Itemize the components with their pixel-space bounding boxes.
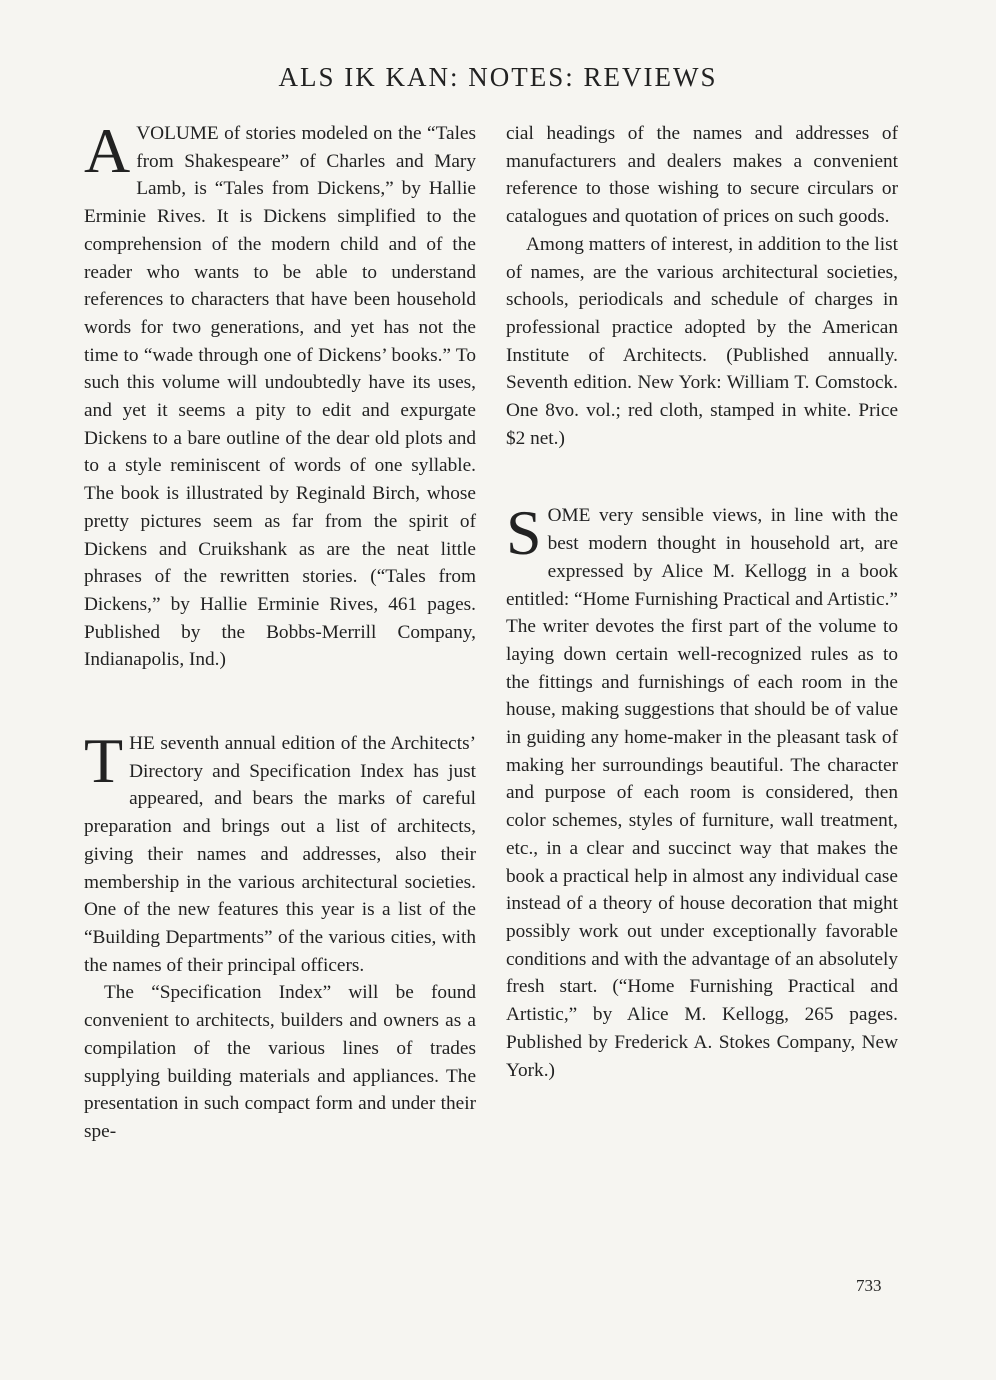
review-text: OME very sensible views, in line with the best modern thought in household art, are expressed by Alice M. Kellogg in a book entitled: “Home Furnishing Practical and Artistic.” The writer devotes the first part of the volume to laying down certain well-recognized rules as to the fittings and furnishings of each room in the house, making suggestions that should be of value in guiding any home-maker in the pleasant task of making her surroundings beautiful. The character and purpose of each room is considered, then color schemes, styles of furniture, wall treatment, etc., in a clear and succinct way that makes the book a practical help in almost any individual case instead of a theory of house decoration that might possibly work out under exceptionally favorable conditions and with the advantage of an absolutely fresh start. (“Home Furnishing Practical and Artistic,” by Alice M. Kellogg, 265 pages. Published by Frederick A. Stokes Company, New York.) bbox=[506, 505, 898, 1081]
page-number: 733 bbox=[856, 1276, 882, 1295]
review-tales-from-dickens bbox=[84, 115, 476, 674]
review-architects-directory bbox=[84, 725, 476, 979]
review-text: VOLUME of stories modeled on the “Tales from Shakespeare” of Charles and Mary Lamb, is “Tales from Dickens,” by Hallie Erminie Rives. It is Dickens simplified to the comprehension of the modern child and of the reader who wants to be able to understand references to characters that have been household words for two generations, and yet has not the time to “wade through one of Dickens’ books.” To such this volume will undoubtedly have its uses, and yet it seems a pity to edit and expurgate Dickens to a bare outline of the dear old plots and to a style reminiscent of words of one syllable. The book is illustrated by Reginald Birch, whose pretty pictures seem as far from the spirit of Dickens and Cruikshank as are the neat little phrases of the rewritten stories. (“Tales from Dickens,” by Hallie Erminie Rives, 461 pages. Published by the Bobbs-Merrill Company, Indianapolis, Ind.) bbox=[84, 123, 476, 671]
drop-cap: S bbox=[506, 497, 542, 569]
review-home-furnishing bbox=[506, 497, 898, 1084]
paragraph: The “Specification Index” will be found convenient to architects, builders and owners as a compilation of the various lines of trades supplying building materials and appliances. The presentation in such compact form and under their spe- bbox=[84, 982, 476, 1142]
right-column bbox=[506, 120, 898, 1084]
review-text: HE seventh annual edition of the Architects’ Directory and Specification Index has just appeared, and bears the marks of careful preparation and brings out a list of architects, giving their names and addresses, also their membership in the various architectural societies. One of the new features this year is a list of the “Building Departments” of the various cities, with the names of their principal officers. bbox=[84, 733, 476, 976]
drop-cap: A bbox=[84, 115, 131, 186]
drop-cap: T bbox=[84, 725, 124, 797]
paragraph-continued: cial headings of the names and addresses of manufacturers and dealers makes a convenient reference to those wishing to secure circulars or catalogues and quotation of prices on such goods. bbox=[506, 123, 898, 228]
left-column bbox=[84, 115, 476, 1146]
page-header: ALS IK KAN: NOTES: REVIEWS bbox=[278, 62, 718, 92]
paragraph: Among matters of interest, in addition to the list of names, are the various architectural societies, schools, periodicals and schedule of charges in professional practice adopted by the American Institute of Architects. (Published annually. Seventh edition. New York: William T. Comstock. One 8vo. vol.; red cloth, stamped in white. Price $2 net.) bbox=[506, 233, 898, 449]
